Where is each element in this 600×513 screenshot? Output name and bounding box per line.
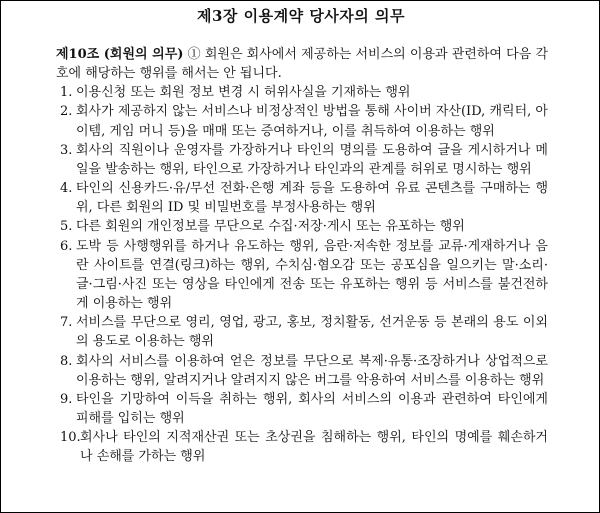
list-item xyxy=(56,352,548,390)
item-number: 8. xyxy=(60,353,73,369)
item-text: 서비스를 무단으로 영리, 영업, 광고, 홍보, 정치활동, 선거운동 등 본래의 용도 이외의 용도로 이용하는 행위 xyxy=(76,315,548,350)
list-item xyxy=(56,179,548,217)
article-intro xyxy=(56,45,548,83)
article-intro-text: ① 회원은 회사에서 제공하는 서비스의 이용과 관련하여 다음 각 호에 해당하는 행위를 해서는 안 됩니다. xyxy=(56,47,548,82)
item-text: 이용신청 또는 회원 정보 변경 시 허위사실을 기재하는 행위 xyxy=(76,85,411,101)
item-text: 타인의 신용카드·유/무선 전화·은행 계좌 등을 도용하여 유료 콘텐츠를 구매하는 행위, 다른 회원의 ID 및 비밀번호를 부정사용하는 행위 xyxy=(76,181,548,216)
item-number: 1. xyxy=(60,85,73,101)
item-number: 4. xyxy=(60,181,73,197)
item-text: 타인을 기망하여 이득을 취하는 행위, 회사의 서비스의 이용과 관련하여 타인에게 피해를 입히는 행위 xyxy=(76,391,548,426)
item-number: 3. xyxy=(60,142,73,158)
list-item xyxy=(56,217,548,236)
list-item xyxy=(56,390,548,428)
item-text: 도박 등 사행행위를 하거나 유도하는 행위, 음란·저속한 정보를 교류·게재하거나 음란 사이트를 연결(링크)하는 행위, 수치심·혐오감 또는 공포심을 일으키는 말·소리·글·그림·사진 또는 영상을 타인에게 전송 또는 유포하는 행위 등 서비스를 불건전하게 이용하는 행위 xyxy=(76,238,548,312)
item-number: 2. xyxy=(60,104,73,120)
list-item xyxy=(56,237,548,314)
list-item xyxy=(56,141,548,179)
list-item xyxy=(56,428,548,466)
list-item xyxy=(56,102,548,140)
prohibited-acts-list xyxy=(56,83,548,466)
item-number: 7. xyxy=(60,315,73,331)
item-number: 9. xyxy=(60,391,73,407)
article-body xyxy=(56,45,548,466)
item-number: 10. xyxy=(60,430,81,446)
article-heading: 제10조 (회원의 의무) xyxy=(56,47,184,62)
item-text: 회사의 서비스를 이용하여 얻은 정보를 무단으로 복제·유통·조장하거나 상업적으로 이용하는 행위, 알려지거나 알려지지 않은 버그를 악용하여 서비스를 이용하는 행위 xyxy=(76,353,548,388)
list-item xyxy=(56,313,548,351)
item-text: 회사의 직원이나 운영자를 가장하거나 타인의 명의를 도용하여 글을 게시하거나 메일을 발송하는 행위, 타인으로 가장하거나 타인과의 관계를 허위로 명시하는 행위 xyxy=(76,142,548,177)
item-text: 다른 회원의 개인정보를 무단으로 수집·저장·게시 또는 유포하는 행위 xyxy=(76,219,465,235)
item-text: 회사나 타인의 지적재산권 또는 초상권을 침해하는 행위, 타인의 명예를 훼손하거나 손해를 가하는 행위 xyxy=(80,430,548,465)
list-item xyxy=(56,83,548,102)
item-number: 6. xyxy=(60,238,73,254)
item-text: 회사가 제공하지 않는 서비스나 비정상적인 방법을 통해 사이버 자산(ID, 캐릭터, 아이템, 게임 머니 등)을 매매 또는 증여하거나, 이를 취득하여 이용하는 행위 xyxy=(76,104,548,139)
item-number: 5. xyxy=(60,219,73,235)
chapter-title: 제3장 이용계약 당사자의 의무 xyxy=(197,7,405,25)
